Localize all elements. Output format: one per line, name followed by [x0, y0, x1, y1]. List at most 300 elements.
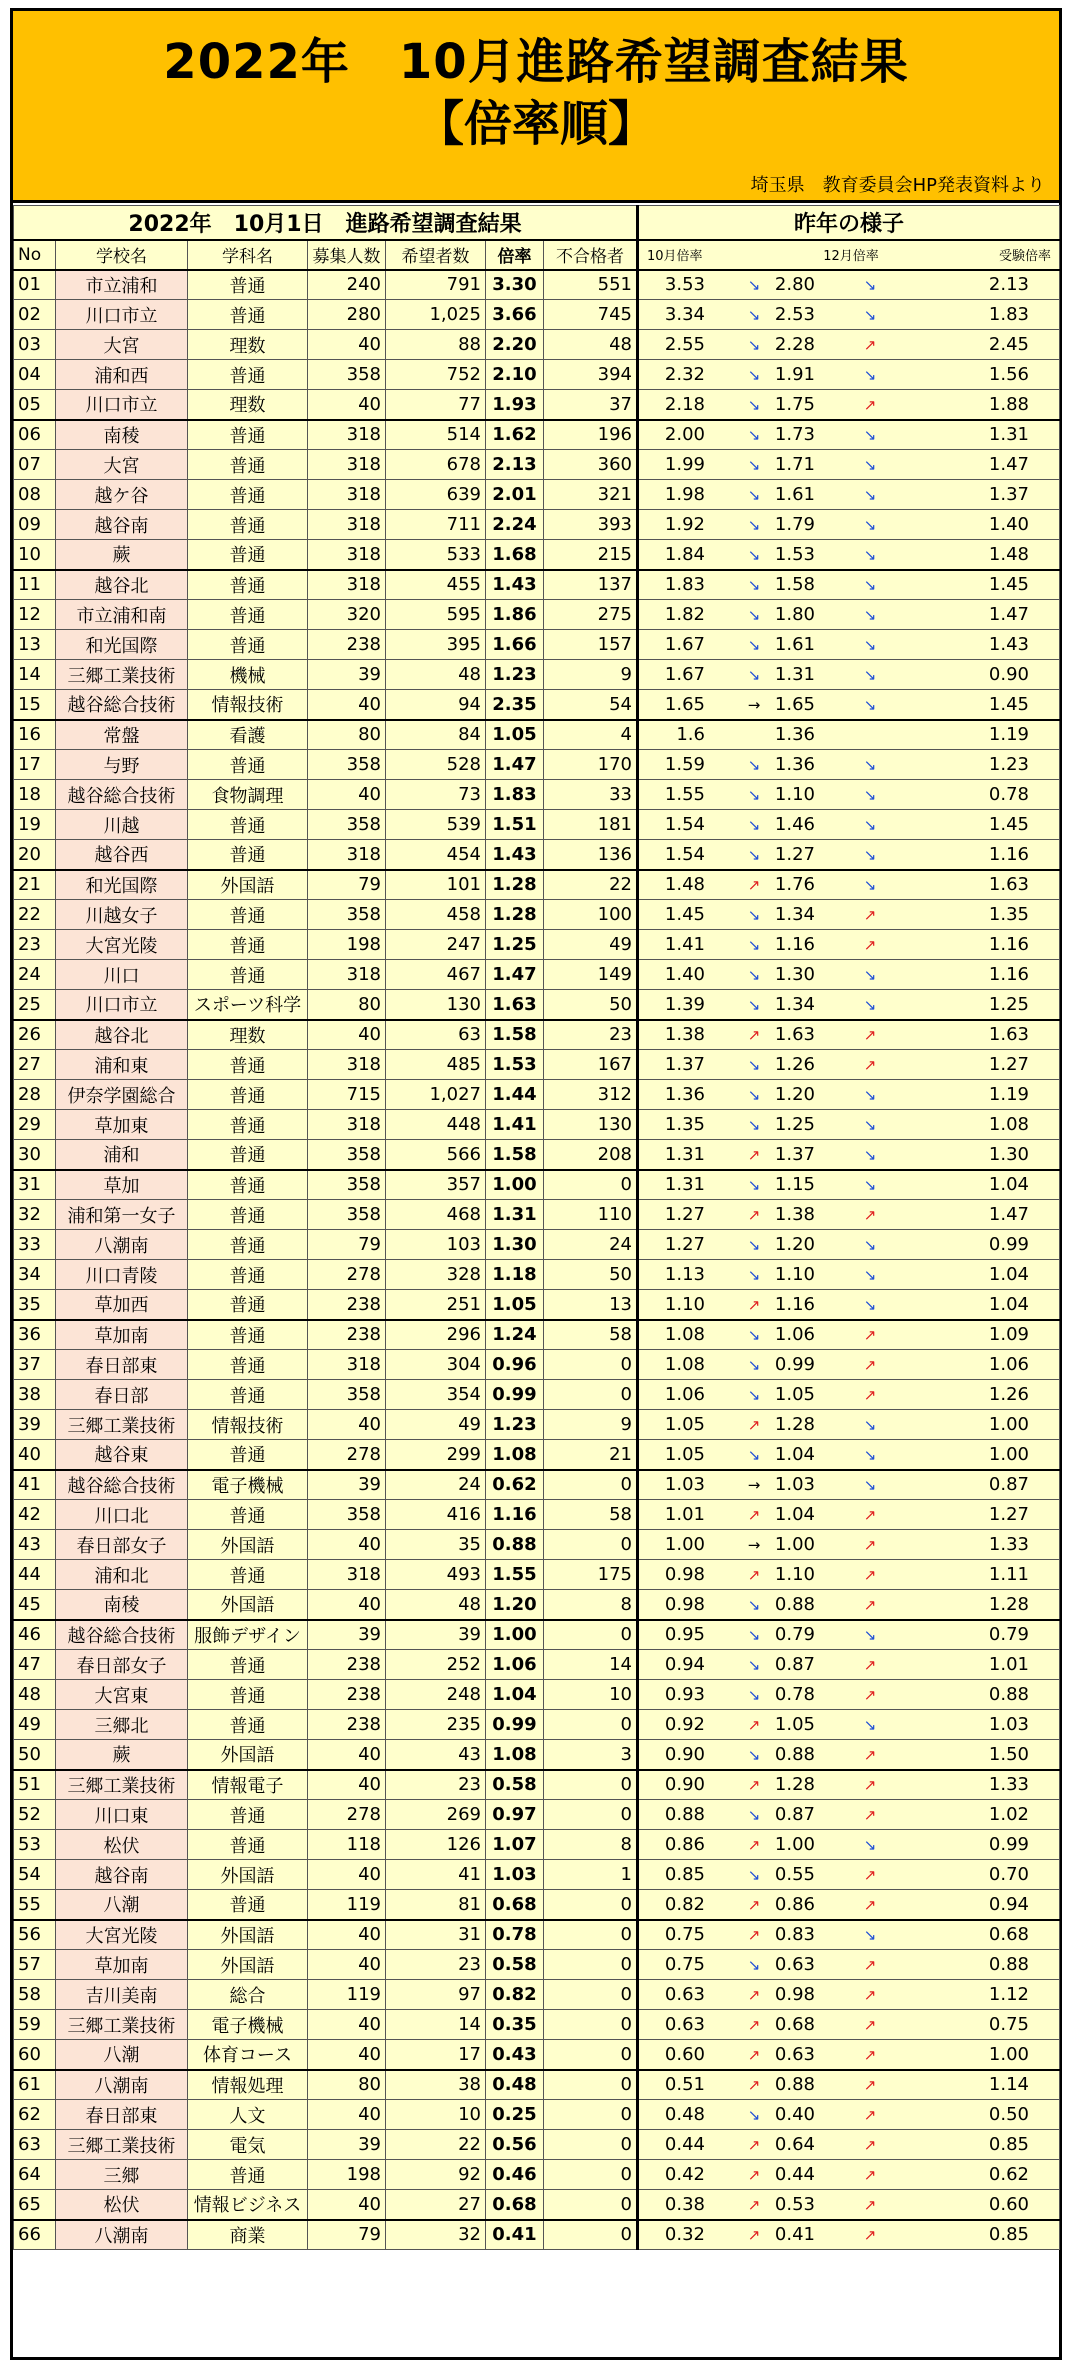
capacity-value: 318 [308, 1350, 386, 1380]
row-no: 44 [14, 1560, 56, 1590]
dec-ratio: 1.30 [774, 964, 815, 985]
school-name: 春日部女子 [56, 1650, 188, 1680]
fail-value: 0 [544, 1800, 638, 1830]
fail-value: 0 [544, 1710, 638, 1740]
ratio-value: 1.18 [486, 1260, 544, 1290]
applicants-value: 467 [386, 960, 486, 990]
school-name: 川口 [56, 960, 188, 990]
ratio-value: 1.47 [486, 960, 544, 990]
dec-ratio: 1.53 [774, 543, 815, 565]
dept-name: 外国語 [188, 1590, 308, 1620]
arrow-down-icon: ↘ [863, 995, 877, 1014]
ratio-value: 1.62 [486, 420, 544, 450]
school-name: 越谷総合技術 [56, 780, 188, 810]
exam-ratio: 2.13 [988, 274, 1029, 296]
capacity-value: 79 [308, 1230, 386, 1260]
capacity-value: 79 [308, 870, 386, 900]
applicants-value: 126 [386, 1830, 486, 1860]
col-fail: 不合格者 [544, 240, 638, 270]
table-row [14, 840, 1060, 870]
row-no: 54 [14, 1860, 56, 1890]
capacity-value: 39 [308, 660, 386, 690]
school-name: 越ケ谷 [56, 480, 188, 510]
row-no: 09 [14, 510, 56, 540]
arrow-down-icon: ↘ [863, 366, 877, 384]
fail-value: 48 [544, 330, 638, 360]
fail-value: 551 [544, 270, 638, 300]
applicants-value: 130 [386, 990, 486, 1020]
capacity-value: 40 [308, 330, 386, 360]
fail-value: 14 [544, 1650, 638, 1680]
ratio-value: 1.93 [486, 390, 544, 420]
ratio-value: 1.68 [486, 540, 544, 570]
dept-name: 総合 [188, 1980, 308, 2010]
previous-year-cell [638, 780, 1060, 810]
ratio-value: 0.58 [486, 1770, 544, 1800]
arrow-up-icon: ↗ [863, 1026, 877, 1045]
dec-ratio: 1.20 [774, 1084, 815, 1105]
previous-year-cell [638, 1020, 1060, 1050]
table-row [14, 570, 1060, 600]
oct-ratio: 0.75 [664, 1924, 705, 1946]
ratio-value: 0.97 [486, 1800, 544, 1830]
table-row [14, 330, 1060, 360]
oct-ratio: 0.92 [664, 1714, 705, 1735]
dept-name: 普通 [188, 1050, 308, 1080]
fail-value: 215 [544, 540, 638, 570]
row-no: 46 [14, 1620, 56, 1650]
arrow-down-icon: ↘ [863, 1295, 877, 1314]
dec-ratio: 0.63 [774, 1954, 815, 1975]
previous-year-cell [638, 810, 1060, 840]
capacity-value: 40 [308, 1920, 386, 1950]
dec-ratio: 1.16 [774, 1293, 815, 1315]
dec-ratio: 1.76 [774, 874, 815, 896]
ratio-value: 3.30 [486, 270, 544, 300]
oct-ratio: 0.93 [664, 1684, 705, 1705]
exam-ratio: 0.68 [988, 1924, 1029, 1946]
col-previous-ratios [638, 240, 1060, 270]
previous-year-cell [638, 2010, 1060, 2040]
school-name: 浦和東 [56, 1050, 188, 1080]
oct-ratio: 0.63 [664, 2014, 705, 2035]
table-row [14, 2160, 1060, 2190]
dec-ratio: 0.79 [774, 1624, 815, 1646]
capacity-value: 318 [308, 1110, 386, 1140]
capacity-value: 40 [308, 690, 386, 720]
arrow-up-icon: ↗ [747, 1895, 761, 1914]
ratio-value: 1.06 [486, 1650, 544, 1680]
fail-value: 24 [544, 1230, 638, 1260]
document-sheet [10, 8, 1062, 2360]
dec-ratio: 0.53 [774, 2193, 815, 2215]
school-name: 越谷総合技術 [56, 690, 188, 720]
row-no: 43 [14, 1530, 56, 1560]
previous-year-cell [638, 510, 1060, 540]
row-no: 34 [14, 1260, 56, 1290]
oct-ratio: 1.45 [664, 904, 705, 925]
applicants-value: 23 [386, 1950, 486, 1980]
school-name: 常盤 [56, 720, 188, 750]
arrow-up-icon: ↗ [863, 1386, 877, 1404]
applicants-value: 791 [386, 270, 486, 300]
fail-value: 0 [544, 2100, 638, 2130]
dec-ratio: 1.28 [774, 1414, 815, 1435]
dec-ratio: 1.15 [774, 1174, 815, 1196]
oct-ratio: 0.98 [664, 1593, 705, 1615]
fail-value: 0 [544, 2070, 638, 2100]
table-row [14, 1440, 1060, 1470]
school-name: 浦和 [56, 1140, 188, 1170]
school-name: 越谷南 [56, 510, 188, 540]
arrow-down-icon: ↘ [747, 1356, 761, 1374]
exam-ratio: 1.02 [988, 1804, 1029, 1825]
table-row [14, 1920, 1060, 1950]
previous-year-cell [638, 450, 1060, 480]
school-name: 八潮 [56, 1890, 188, 1920]
page-title: 2022年 10月進路希望調査結果 [163, 34, 909, 90]
fail-value: 58 [544, 1320, 638, 1350]
exam-ratio: 0.87 [988, 1474, 1029, 1496]
arrow-up-icon: ↗ [747, 1836, 761, 1854]
table-row [14, 540, 1060, 570]
capacity-value: 318 [308, 840, 386, 870]
ratio-value: 1.83 [486, 780, 544, 810]
previous-year-cell [638, 270, 1060, 300]
ratio-value: 2.13 [486, 450, 544, 480]
row-no: 45 [14, 1590, 56, 1620]
row-no: 17 [14, 750, 56, 780]
fail-value: 37 [544, 390, 638, 420]
oct-ratio: 1.59 [664, 754, 705, 775]
fail-value: 130 [544, 1110, 638, 1140]
dept-name: 普通 [188, 1440, 308, 1470]
ratio-value: 1.43 [486, 840, 544, 870]
arrow-down-icon: ↘ [747, 906, 761, 924]
previous-year-cell [638, 990, 1060, 1020]
oct-ratio: 1.48 [664, 874, 705, 896]
school-name: 和光国際 [56, 870, 188, 900]
fail-value: 0 [544, 1890, 638, 1920]
previous-year-cell [638, 1260, 1060, 1290]
school-name: 松伏 [56, 2190, 188, 2220]
dept-name: 情報処理 [188, 2070, 308, 2100]
fail-value: 49 [544, 930, 638, 960]
row-no: 37 [14, 1350, 56, 1380]
previous-year-cell [638, 1380, 1060, 1410]
row-no: 13 [14, 630, 56, 660]
row-no: 07 [14, 450, 56, 480]
oct-ratio: 0.88 [664, 1804, 705, 1825]
oct-ratio: 0.98 [664, 1564, 705, 1585]
applicants-value: 539 [386, 810, 486, 840]
oct-ratio: 0.95 [664, 1624, 705, 1646]
dec-ratio: 1.04 [774, 1443, 815, 1465]
oct-ratio: 1.10 [664, 1293, 705, 1315]
exam-ratio: 1.43 [988, 634, 1029, 655]
school-name: 越谷南 [56, 1860, 188, 1890]
arrow-up-icon: ↗ [747, 876, 761, 895]
dec-ratio: 1.36 [774, 724, 815, 746]
row-no: 05 [14, 390, 56, 420]
ratio-value: 2.24 [486, 510, 544, 540]
arrow-down-icon: ↘ [747, 845, 761, 864]
dept-name: 外国語 [188, 1860, 308, 1890]
school-name: 川口市立 [56, 990, 188, 1020]
fail-value: 0 [544, 1770, 638, 1800]
applicants-value: 678 [386, 450, 486, 480]
dept-name: 普通 [188, 1140, 308, 1170]
dec-ratio: 1.75 [774, 393, 815, 415]
oct-ratio: 1.03 [664, 1474, 705, 1496]
col-oct: 10月倍率 [647, 249, 703, 264]
dec-ratio: 1.91 [774, 364, 815, 385]
oct-ratio: 0.38 [664, 2193, 705, 2215]
previous-year-cell [638, 1830, 1060, 1860]
fail-value: 0 [544, 2130, 638, 2160]
fail-value: 393 [544, 510, 638, 540]
capacity-value: 318 [308, 570, 386, 600]
arrow-up-icon: ↗ [863, 1776, 877, 1795]
capacity-value: 318 [308, 510, 386, 540]
oct-ratio: 1.05 [664, 1443, 705, 1465]
ratio-value: 1.05 [486, 1290, 544, 1320]
school-name: 川口青陵 [56, 1260, 188, 1290]
school-name: 川口市立 [56, 300, 188, 330]
arrow-down-icon: ↘ [863, 576, 877, 595]
row-no: 39 [14, 1410, 56, 1440]
oct-ratio: 3.53 [664, 274, 705, 296]
arrow-up-icon: ↗ [863, 336, 877, 354]
oct-ratio: 1.05 [664, 1414, 705, 1435]
arrow-down-icon: ↘ [747, 606, 761, 624]
arrow-up-icon: ↗ [863, 2195, 877, 2214]
previous-year-cell [638, 2070, 1060, 2100]
applicants-value: 27 [386, 2190, 486, 2220]
dept-name: 普通 [188, 750, 308, 780]
arrow-up-icon: ↗ [863, 1656, 877, 1674]
exam-ratio: 1.12 [988, 1984, 1029, 2005]
applicants-value: 10 [386, 2100, 486, 2130]
dec-ratio: 1.63 [774, 1024, 815, 1046]
dept-name: 普通 [188, 1830, 308, 1860]
capacity-value: 40 [308, 1770, 386, 1800]
dept-name: 情報ビジネス [188, 2190, 308, 2220]
dec-ratio: 1.61 [774, 634, 815, 655]
row-no: 01 [14, 270, 56, 300]
dept-name: 普通 [188, 600, 308, 630]
exam-ratio: 1.56 [988, 364, 1029, 385]
fail-value: 0 [544, 2160, 638, 2190]
fail-value: 0 [544, 1350, 638, 1380]
title-banner [13, 11, 1059, 203]
fail-value: 21 [544, 1440, 638, 1470]
arrow-down-icon: ↘ [747, 1745, 761, 1764]
arrow-down-icon: ↘ [863, 1116, 877, 1134]
row-no: 41 [14, 1470, 56, 1500]
school-name: 蕨 [56, 1740, 188, 1770]
oct-ratio: 1.31 [664, 1174, 705, 1196]
table-row [14, 1590, 1060, 1620]
previous-year-cell [638, 2190, 1060, 2220]
ratio-value: 1.31 [486, 1200, 544, 1230]
capacity-value: 238 [308, 1710, 386, 1740]
capacity-value: 358 [308, 360, 386, 390]
row-no: 55 [14, 1890, 56, 1920]
dec-ratio: 0.41 [774, 2224, 815, 2246]
school-name: 草加 [56, 1170, 188, 1200]
exam-ratio: 1.23 [988, 754, 1029, 775]
exam-ratio: 1.01 [988, 1654, 1029, 1675]
ratio-value: 0.43 [486, 2040, 544, 2070]
exam-ratio: 0.75 [988, 2014, 1029, 2035]
fail-value: 167 [544, 1050, 638, 1080]
arrow-down-icon: ↘ [747, 1956, 761, 1974]
exam-ratio: 1.00 [988, 1443, 1029, 1465]
row-no: 58 [14, 1980, 56, 2010]
school-name: 三郷 [56, 2160, 188, 2190]
arrow-down-icon: ↘ [863, 966, 877, 984]
table-row [14, 750, 1060, 780]
exam-ratio: 1.88 [988, 393, 1029, 415]
applicants-value: 84 [386, 720, 486, 750]
dept-name: スポーツ科学 [188, 990, 308, 1020]
ratio-value: 1.23 [486, 1410, 544, 1440]
school-name: 越谷総合技術 [56, 1620, 188, 1650]
arrow-down-icon: ↘ [747, 426, 761, 445]
dec-ratio: 0.78 [774, 1684, 815, 1705]
applicants-value: 94 [386, 690, 486, 720]
applicants-value: 235 [386, 1710, 486, 1740]
row-no: 65 [14, 2190, 56, 2220]
dec-ratio: 0.86 [774, 1893, 815, 1915]
school-name: 越谷北 [56, 570, 188, 600]
arrow-down-icon: ↘ [747, 1866, 761, 1884]
fail-value: 33 [544, 780, 638, 810]
fail-value: 275 [544, 600, 638, 630]
exam-ratio: 1.47 [988, 604, 1029, 625]
capacity-value: 318 [308, 420, 386, 450]
applicants-value: 1,027 [386, 1080, 486, 1110]
exam-ratio: 1.83 [988, 304, 1029, 325]
exam-ratio: 1.27 [988, 1054, 1029, 1075]
oct-ratio: 1.39 [664, 993, 705, 1015]
arrow-down-icon: ↘ [747, 1806, 761, 1824]
exam-ratio: 1.04 [988, 1174, 1029, 1196]
capacity-value: 40 [308, 1410, 386, 1440]
ratio-value: 0.82 [486, 1980, 544, 2010]
school-name: 松伏 [56, 1830, 188, 1860]
previous-year-cell [638, 1950, 1060, 1980]
previous-year-cell [638, 660, 1060, 690]
ratio-value: 1.66 [486, 630, 544, 660]
dept-name: 電気 [188, 2130, 308, 2160]
school-name: 与野 [56, 750, 188, 780]
oct-ratio: 1.99 [664, 454, 705, 475]
arrow-down-icon: ↘ [863, 816, 877, 834]
capacity-value: 238 [308, 1320, 386, 1350]
previous-year-cell [638, 2040, 1060, 2070]
capacity-value: 40 [308, 1590, 386, 1620]
previous-year-cell [638, 390, 1060, 420]
arrow-down-icon: ↘ [747, 786, 761, 804]
school-name: 三郷工業技術 [56, 660, 188, 690]
dec-ratio: 1.10 [774, 1264, 815, 1285]
exam-ratio: 0.79 [988, 1624, 1029, 1646]
dec-ratio: 1.65 [774, 693, 815, 715]
oct-ratio: 0.32 [664, 2224, 705, 2246]
ratio-value: 0.58 [486, 1950, 544, 1980]
school-name: 川越女子 [56, 900, 188, 930]
capacity-value: 40 [308, 1950, 386, 1980]
row-no: 14 [14, 660, 56, 690]
applicants-value: 514 [386, 420, 486, 450]
exam-ratio: 1.30 [988, 1143, 1029, 1165]
school-name: 草加西 [56, 1290, 188, 1320]
oct-ratio: 1.54 [664, 814, 705, 835]
exam-ratio: 1.19 [988, 724, 1029, 746]
arrow-down-icon: ↘ [747, 756, 761, 774]
col-dec: 12月倍率 [823, 249, 879, 264]
applicants-value: 251 [386, 1290, 486, 1320]
oct-ratio: 1.01 [664, 1504, 705, 1525]
row-no: 48 [14, 1680, 56, 1710]
dept-name: 普通 [188, 1650, 308, 1680]
arrow-down-icon: ↘ [863, 545, 877, 564]
previous-year-cell [638, 1800, 1060, 1830]
previous-year-cell [638, 1650, 1060, 1680]
row-no: 64 [14, 2160, 56, 2190]
capacity-value: 40 [308, 1530, 386, 1560]
ratio-value: 1.51 [486, 810, 544, 840]
school-name: 市立浦和 [56, 270, 188, 300]
row-no: 27 [14, 1050, 56, 1080]
oct-ratio: 1.08 [664, 1354, 705, 1375]
dec-ratio: 1.61 [774, 484, 815, 505]
ratio-value: 1.24 [486, 1320, 544, 1350]
capacity-value: 40 [308, 2190, 386, 2220]
dept-name: 普通 [188, 480, 308, 510]
dept-name: 普通 [188, 840, 308, 870]
fail-value: 321 [544, 480, 638, 510]
school-name: 草加南 [56, 1950, 188, 1980]
dept-name: 普通 [188, 1110, 308, 1140]
row-no: 06 [14, 420, 56, 450]
dept-name: 普通 [188, 630, 308, 660]
exam-ratio: 0.88 [988, 1684, 1029, 1705]
row-no: 19 [14, 810, 56, 840]
fail-value: 0 [544, 1920, 638, 1950]
school-name: 南稜 [56, 1590, 188, 1620]
dept-name: 情報技術 [188, 690, 308, 720]
arrow-down-icon: ↘ [863, 1176, 877, 1195]
exam-ratio: 1.45 [988, 814, 1029, 835]
arrow-up-icon: ↗ [747, 2076, 761, 2095]
applicants-value: 17 [386, 2040, 486, 2070]
dept-name: 普通 [188, 1320, 308, 1350]
applicants-value: 448 [386, 1110, 486, 1140]
exam-ratio: 0.85 [988, 2224, 1029, 2246]
dec-ratio: 1.03 [774, 1474, 815, 1496]
ratio-value: 0.99 [486, 1380, 544, 1410]
oct-ratio: 1.84 [664, 543, 705, 565]
table-row [14, 960, 1060, 990]
arrow-down-icon: ↘ [747, 456, 761, 474]
row-no: 18 [14, 780, 56, 810]
oct-ratio: 1.67 [664, 664, 705, 685]
row-no: 53 [14, 1830, 56, 1860]
previous-year-cell [638, 1770, 1060, 1800]
